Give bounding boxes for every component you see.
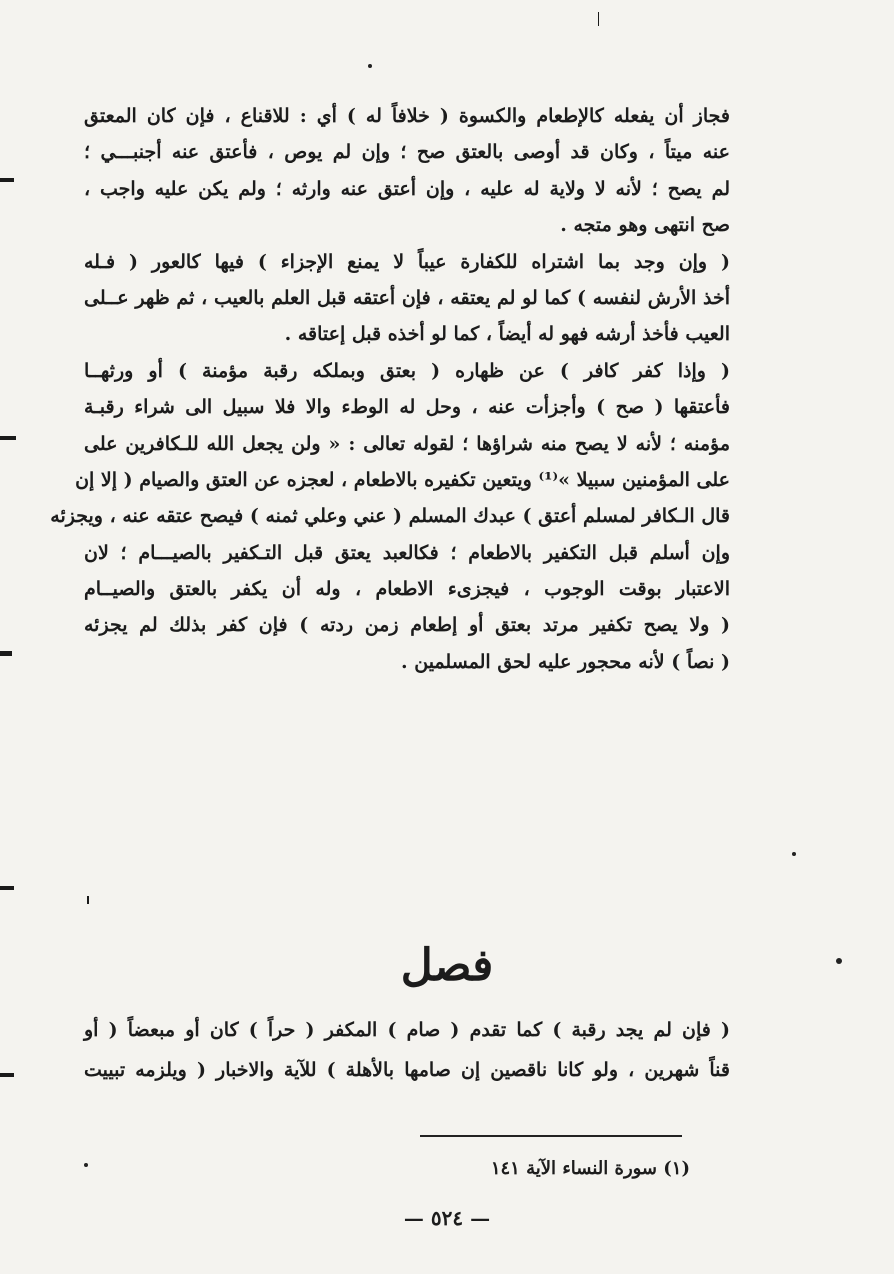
text-line: قناً شهرين ، ولو كانا ناقصين إن صامها بالأهلة ) للآية والاخبار ( ويلزمه تبييت <box>84 1059 730 1081</box>
main-text-block <box>50 98 730 680</box>
margin-mark <box>0 436 16 440</box>
text-line: وإن أسلم قبل التكفير بالاطعام ؛ فكالعبد يعتق قبل التـكفير بالصيـــام ؛ لان <box>84 541 730 564</box>
text-line: ( وإن وجد بما اشتراه للكفارة عيباً لا يمنع الإجزاء ) فيها كالعور ( فـله <box>84 250 730 273</box>
text-line: الاعتبار بوقت الوجوب ، فيجزىء الاطعام ، وله أن يكفر بالعتق والصيــام <box>84 578 730 601</box>
text-line: العيب فأخذ أرشه فهو له أيضاً ، كما لو أخذه قبل إعتاقه . <box>284 323 730 346</box>
text-line: قال الـكافر لمسلم أعتق ) عبدك المسلم ( عني وعلي ثمنه ) فيصح عتقه عنه ، ويجزئه <box>50 505 730 528</box>
text-line: ( فإن لم يجد رقبة ) كما تقدم ( صام ) المكفر ( حراً ) كان أو مبعضاً ( أو <box>84 1019 730 1041</box>
text-line: على المؤمنين سبيلا »⁽¹⁾ ويتعين تكفيره بالاطعام ، لعجزه عن العتق والصيام ( إلا إن <box>75 468 730 491</box>
text-line: ( وإذا كفر كافر ) عن ظهاره ( بعتق وبملكه رقبة مؤمنة ) أو ورثهــا <box>84 359 730 382</box>
section-text-block <box>84 1010 730 1090</box>
margin-mark <box>0 651 12 656</box>
scan-speck <box>598 12 599 26</box>
text-line: فأعتقها ( صح ) وأجزأت عنه ، وحل له الوطء والا فلا سبيل الى شراء رقبـة <box>84 396 730 419</box>
text-line: مؤمنه ؛ لأنه لا يصح منه شراؤها ؛ لقوله تعالى : « ولن يجعل الله للـكافرين على <box>84 432 730 455</box>
section-heading: فصل <box>400 940 494 991</box>
text-line: أخذ الأرش لنفسه ) كما لو لم يعتقه ، فإن أعتقه قبل العلم بالعيب ، ثم ظهر عــلى <box>84 286 730 309</box>
text-line: فجاز أن يفعله كالإطعام والكسوة ( خلافاً له ) أي : للاقناع ، فإن كان المعتق <box>84 105 730 127</box>
scan-speck <box>792 852 796 856</box>
text-line: ( نصاً ) لأنه محجور عليه لحق المسلمين . <box>401 650 730 673</box>
text-line: ( ولا يصح تكفير مرتد بعتق أو إطعام زمن ردته ) فإن كفر بذلك لم يجزئه <box>84 614 730 637</box>
margin-mark <box>0 886 14 890</box>
text-line: عنه ميتاً ، وكان قد أوصى بالعتق صح ؛ وإن لم يوص ، فأعتق عنه أجنبـــي ؛ <box>84 141 730 164</box>
scan-speck <box>84 1163 88 1167</box>
text-line: لم يصح ؛ لأنه لا ولاية له عليه ، وإن أعتق عنه وارثه ؛ ولم يكن عليه واجب ، <box>84 177 730 200</box>
margin-mark <box>0 1073 14 1077</box>
footnote-divider <box>420 1135 682 1137</box>
footnote: (١) سورة النساء الآية ١٤١ <box>490 1158 690 1179</box>
scan-speck <box>87 896 89 904</box>
text-line: صح انتهى وهو متجه . <box>560 214 730 237</box>
margin-mark <box>0 178 14 182</box>
scan-speck <box>368 64 372 68</box>
scan-speck <box>836 958 842 964</box>
page-number: — ٥٢٤ — <box>403 1206 491 1230</box>
